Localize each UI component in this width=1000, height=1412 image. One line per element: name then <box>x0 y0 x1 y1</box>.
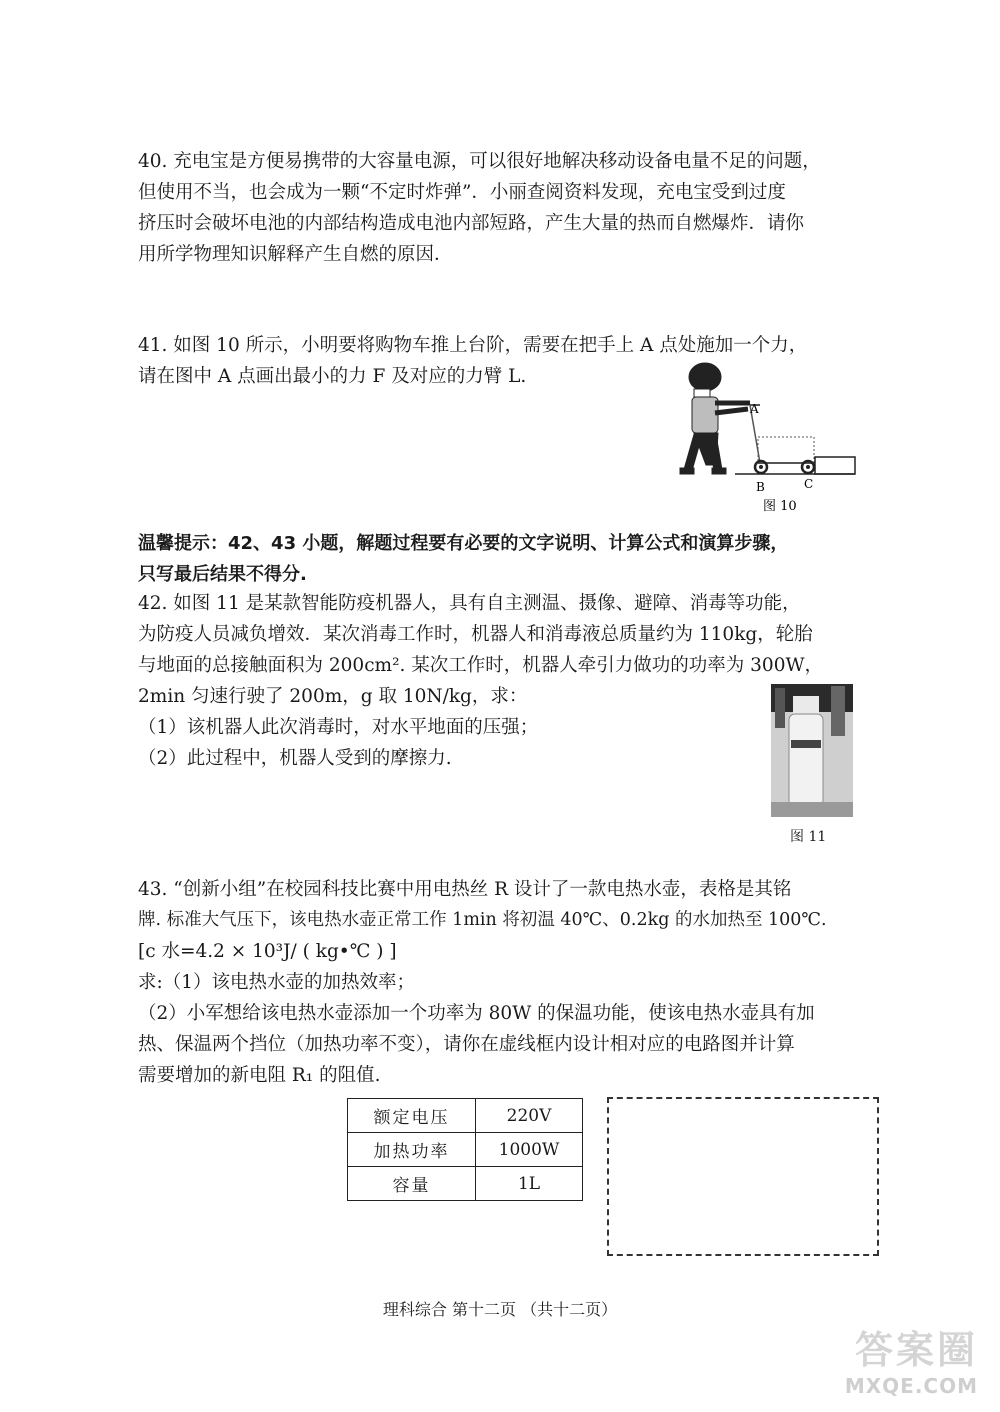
boy-figure <box>680 363 750 474</box>
point-a-label: A <box>750 402 759 416</box>
figure-10-caption: 图 10 <box>763 499 797 514</box>
table-value: 1L <box>476 1167 583 1201</box>
point-b-label: B <box>756 480 765 494</box>
table-row <box>348 1167 583 1201</box>
hint-box <box>138 528 870 590</box>
q40-line: 挤压时会破坏电池的内部结构造成电池内部短路，产生大量的热而自燃爆炸．请你 <box>138 213 805 234</box>
table-key: 容量 <box>348 1167 476 1201</box>
q40-line: 但使用不当，也会成为一颗“不定时炸弹”．小丽查阅资料发现，充电宝受到过度 <box>138 182 786 203</box>
q42-line: （2）此过程中，机器人受到的摩擦力. <box>138 748 452 769</box>
table-key: 加热功率 <box>348 1133 476 1167</box>
step <box>815 457 855 474</box>
circuit-drawing-box[interactable] <box>607 1097 879 1256</box>
q42-line: 与地面的总接触面积为 200cm². 某次工作时，机器人牵引力做功的功率为 300W， <box>138 655 823 676</box>
watermark-logo <box>845 1319 978 1398</box>
q43-line: 需要增加的新电阻 R₁ 的阻值. <box>138 1065 381 1086</box>
kettle-nameplate-table <box>347 1098 583 1201</box>
q43-line: 热、保温两个挡位（加热功率不变），请你在虚线框内设计相对应的电路图并计算 <box>138 1034 795 1055</box>
q43-line: 43. “创新小组”在校园科技比赛中用电热丝 R 设计了一款电热水壶，表格是其铭 <box>138 879 792 900</box>
question-42 <box>138 588 870 774</box>
point-c-label: C <box>804 477 814 491</box>
q42-line: 为防疫人员减负增效．某次消毒工作时，机器人和消毒液总质量约为 110kg，轮胎 <box>138 624 813 645</box>
q41-line: 请在图中 A 点画出最小的力 F 及对应的力臂 L. <box>138 366 527 387</box>
question-40 <box>138 146 870 270</box>
table-value: 1000W <box>476 1133 583 1167</box>
q42-line: （1）该机器人此次消毒时，对水平地面的压强； <box>138 717 539 738</box>
q42-line: 2min 匀速行驶了 200m，g 取 10N/kg，求： <box>138 686 528 707</box>
watermark-main: 答案圈 <box>854 1328 978 1372</box>
q43-line: 求:（1）该电热水壶的加热效率； <box>138 972 416 993</box>
figure-11-robot-photo <box>771 684 853 817</box>
q40-line: 用所学物理知识解释产生自燃的原因． <box>138 244 453 265</box>
figure-10-shopping-cart-diagram <box>670 355 870 520</box>
hint-line: 只写最后结果不得分. <box>138 564 307 585</box>
q40-line: 40. 充电宝是方便易携带的大容量电源，可以很好地解决移动设备电量不足的问题， <box>138 151 821 172</box>
watermark-site: MXQE.COM <box>844 1374 978 1398</box>
figure-11-caption: 图 11 <box>790 829 827 845</box>
q43-line: [c 水=4.2 × 10³J/ ( kg•℃ ) ] <box>138 941 397 962</box>
q42-line: 42. 如图 11 是某款智能防疫机器人，具有自主测温、摄像、避障、消毒等功能， <box>138 593 801 614</box>
table-key: 额定电压 <box>348 1099 476 1133</box>
hint-line: 温馨提示：42、43 小题，解题过程要有必要的文字说明、计算公式和演算步骤， <box>138 533 789 554</box>
table-row <box>348 1099 583 1133</box>
table-row <box>348 1133 583 1167</box>
q43-line: 牌. 标准大气压下，该电热水壶正常工作 1min 将初温 40℃、0.2kg 的水加热至 100℃. <box>138 910 827 930</box>
q41-line: 41. 如图 10 所示，小明要将购物车推上台阶，需要在把手上 A 点处施加一个力， <box>138 335 808 356</box>
question-43 <box>138 874 870 1091</box>
table-value: 220V <box>476 1099 583 1133</box>
q43-line: （2）小军想给该电热水壶添加一个功率为 80W 的保温功能，使该电热水壶具有加 <box>138 1003 815 1024</box>
page-footer: 理科综合 第十二页 （共十二页） <box>382 1300 618 1319</box>
shopping-cart <box>750 405 814 463</box>
